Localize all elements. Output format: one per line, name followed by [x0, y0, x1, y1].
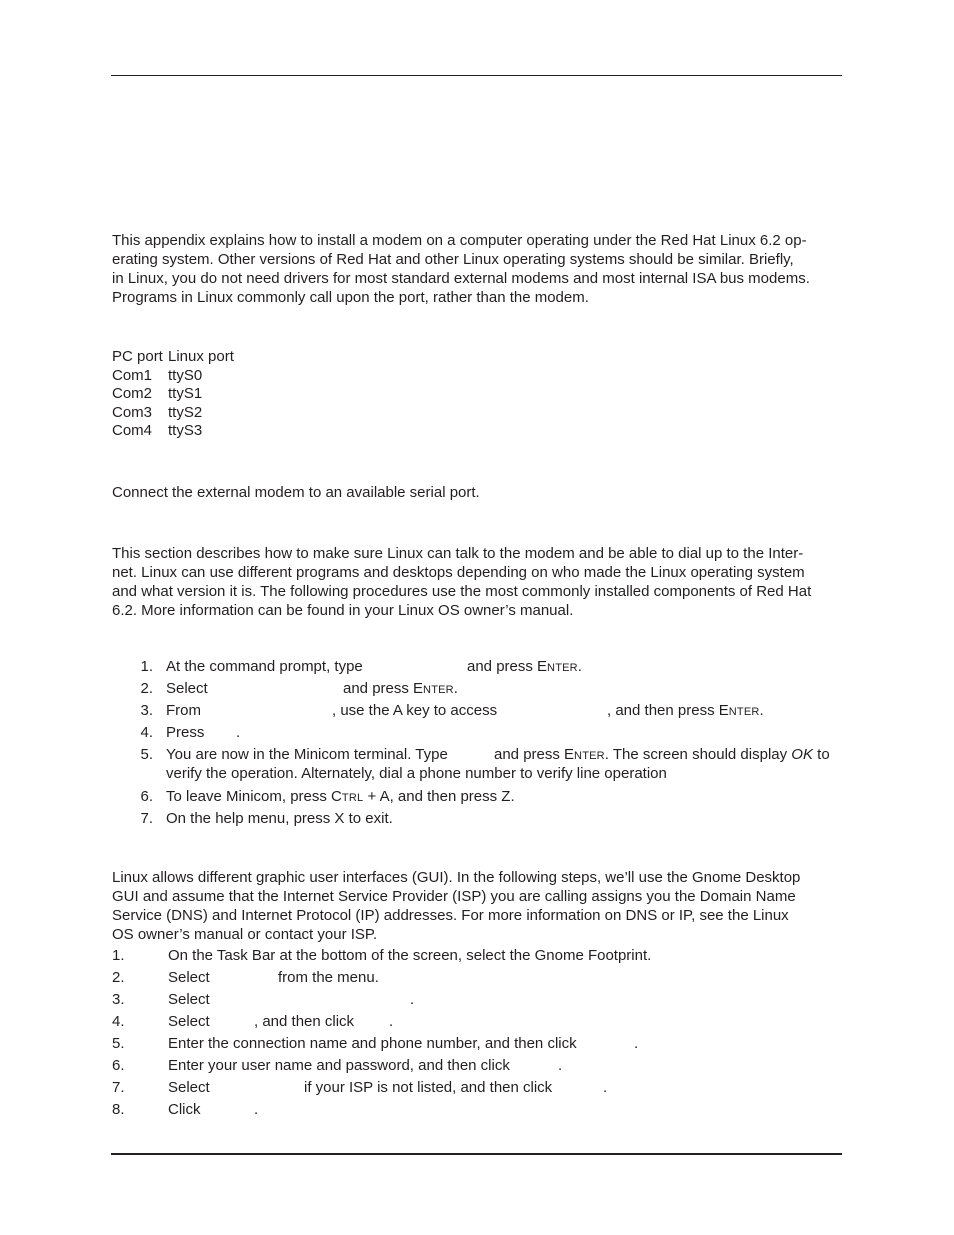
header-rule	[111, 75, 842, 76]
step-number: 1.	[112, 947, 125, 964]
step-text: from the menu.	[278, 969, 379, 986]
step-text: Select	[166, 680, 208, 697]
gui-line: Linux allows different graphic user interfaces (GUI). In the following steps, we’ll use the Gnome Desktop	[112, 869, 801, 886]
step-number: 4.	[140, 724, 153, 741]
step-text: You are now in the Minicom terminal. Type	[166, 746, 448, 763]
step-text: At the command prompt, type	[166, 658, 363, 675]
table-row	[112, 422, 234, 441]
step-number: 3.	[140, 702, 153, 719]
step-text: Press	[166, 724, 205, 741]
linux-port-cell: ttyS2	[168, 403, 203, 421]
section-line: 6.2. More information can be found in your Linux OS owner’s manual.	[112, 602, 574, 619]
step-number: 7.	[112, 1079, 125, 1096]
step-text: if your ISP is not listed, and then click	[304, 1079, 553, 1096]
section-line: and what version it is. The following procedures use the most commonly installed components of Red Hat	[112, 583, 812, 600]
step-number: 8.	[112, 1101, 125, 1118]
step-text: and press ENTER.	[343, 680, 458, 697]
intro-line: erating system. Other versions of Red Hat and other Linux operating systems should be similar. Briefly,	[112, 251, 794, 268]
port-table	[112, 348, 234, 441]
step-text: verify the operation. Alternately, dial a phone number to verify line operation	[166, 765, 667, 782]
step-text: Select	[168, 969, 210, 986]
step-text: .	[410, 991, 415, 1008]
step-number: 2.	[112, 969, 125, 986]
table-row	[112, 385, 234, 404]
port-table-header	[112, 348, 234, 367]
pc-port-cell: Com4	[112, 422, 153, 440]
step-text: Select	[168, 991, 210, 1008]
step-number: 5.	[112, 1035, 125, 1052]
step-text: .	[634, 1035, 639, 1052]
intro-paragraph	[112, 231, 844, 307]
step-text: and press ENTER.	[467, 658, 582, 675]
step-text: From	[166, 702, 201, 719]
step-number: 6.	[112, 1057, 125, 1074]
gui-line: GUI and assume that the Internet Service Provider (ISP) you are calling assigns you the Domain Name	[112, 888, 796, 905]
step-text: .	[236, 724, 241, 741]
step-number: 6.	[140, 788, 153, 805]
step-text: Click	[168, 1101, 201, 1118]
gui-paragraph	[112, 868, 844, 944]
intro-line: in Linux, you do not need drivers for most standard external modems and most internal ISA bus modems.	[112, 270, 810, 287]
gui-line: Service (DNS) and Internet Protocol (IP) addresses. For more information on DNS or IP, see the Linux	[112, 907, 789, 924]
linux-port-cell: ttyS3	[168, 422, 203, 440]
step-text: Enter the connection name and phone number, and then click	[168, 1035, 577, 1052]
step-text: Select	[168, 1013, 210, 1030]
connect-paragraph: Connect the external modem to an available serial port.	[112, 484, 480, 501]
step-text: On the Task Bar at the bottom of the screen, select the Gnome Footprint.	[168, 947, 652, 964]
step-text: .	[558, 1057, 563, 1074]
header-linux-port: Linux port	[168, 348, 234, 365]
section-line: net. Linux can use different programs and desktops depending on who made the Linux operating system	[112, 564, 805, 581]
step-text: .	[389, 1013, 394, 1030]
step-number: 1.	[140, 658, 153, 675]
table-row	[112, 404, 234, 423]
intro-line: Programs in Linux commonly call upon the port, rather than the modem.	[112, 289, 589, 306]
table-row	[112, 367, 234, 386]
step-text: , and then press ENTER.	[607, 702, 764, 719]
pc-port-cell: Com1	[112, 366, 153, 384]
intro-line: This appendix explains how to install a modem on a computer operating under the Red Hat Linux 6.2 op-	[112, 232, 807, 249]
step-text: .	[603, 1079, 608, 1096]
pc-port-cell: Com2	[112, 385, 153, 403]
pc-port-cell: Com3	[112, 403, 153, 421]
section-line: This section describes how to make sure Linux can talk to the modem and be able to dial up to the Inter-	[112, 545, 804, 562]
step-number: 4.	[112, 1013, 125, 1030]
step-number: 7.	[140, 810, 153, 827]
step-text: .	[254, 1101, 259, 1118]
step-number: 3.	[112, 991, 125, 1008]
step-text: and press ENTER. The screen should display OK to	[494, 746, 830, 763]
step-text: Select	[168, 1079, 210, 1096]
footer-rule	[111, 1153, 842, 1155]
step-text: Enter your user name and password, and then click	[168, 1057, 510, 1074]
section-paragraph	[112, 544, 844, 620]
gui-line: OS owner’s manual or contact your ISP.	[112, 926, 378, 943]
step-text: , use the A key to access	[332, 702, 498, 719]
step-text: On the help menu, press X to exit.	[166, 810, 393, 827]
header-pc-port: PC port	[112, 348, 163, 365]
step-number: 5.	[140, 746, 153, 763]
step-number: 2.	[140, 680, 153, 697]
linux-port-cell: ttyS0	[168, 366, 203, 384]
step-text: To leave Minicom, press CTRL + A, and then press Z.	[166, 788, 515, 805]
step-text: , and then click	[254, 1013, 355, 1030]
linux-port-cell: ttyS1	[168, 385, 203, 403]
